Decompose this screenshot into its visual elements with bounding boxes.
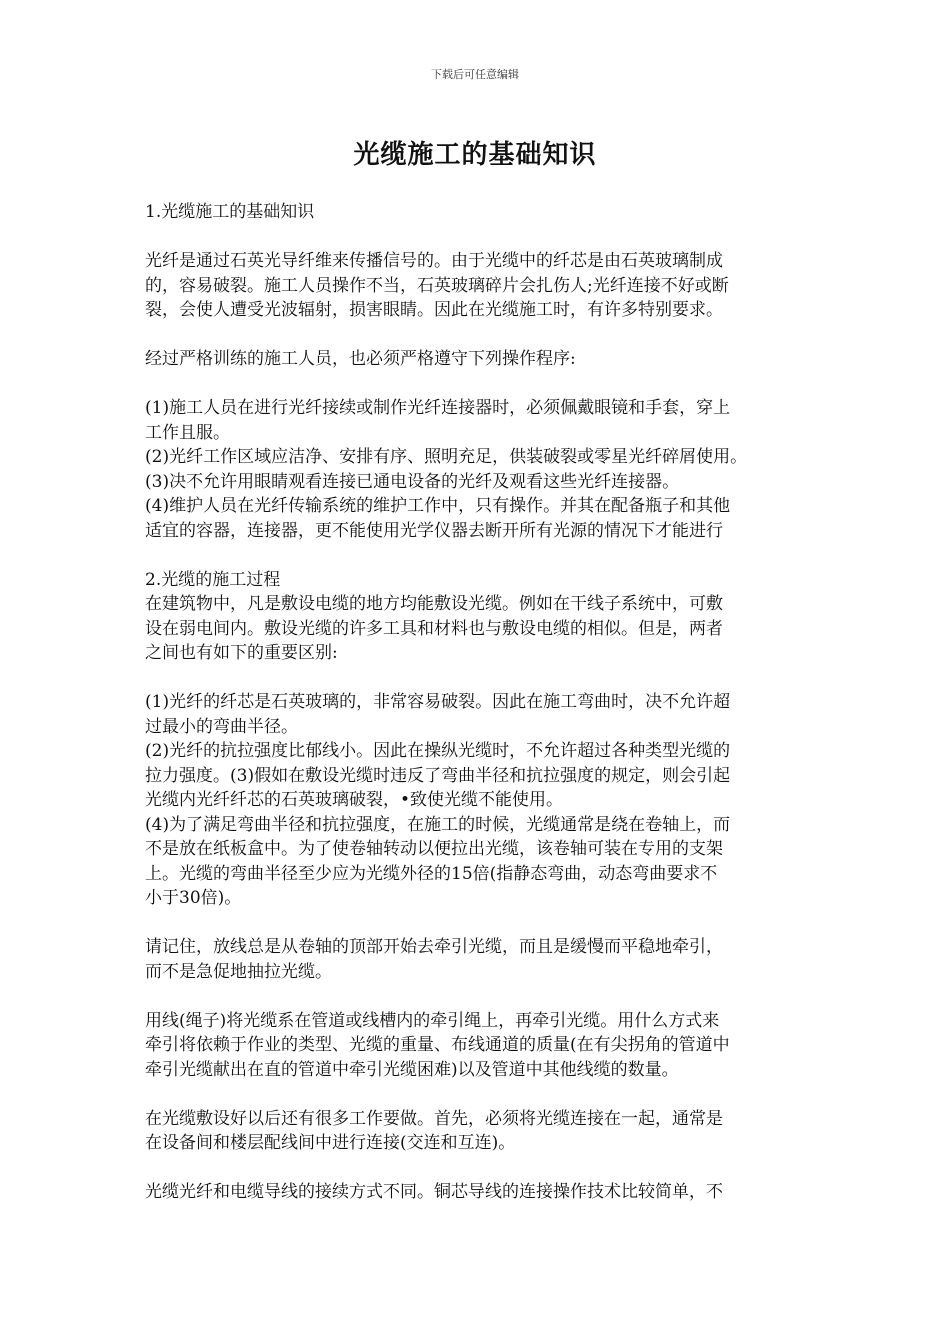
text-line: 光纤是通过石英光导纤维来传播信号的。由于光缆中的纤芯是由石英玻璃制成 <box>145 251 723 271</box>
text-line: (4)为了满足弯曲半径和抗拉强度，在施工的时候，光缆通常是绕在卷轴上，而 <box>145 814 731 835</box>
text-line: 适宜的容器，连接器，更不能使用光学仪器去断开所有光源的情况下才能进行 <box>145 520 723 541</box>
paragraph-gap <box>145 543 815 568</box>
text-line: 光缆光纤和电缆导线的接续方式不同。铜芯导线的连接操作技术比较简单，不 <box>145 1182 723 1202</box>
paragraph-gap <box>145 372 815 397</box>
text-line: 而不是急促地抽拉光缆。 <box>145 961 332 982</box>
text-line: 在建筑物中，凡是敷设电缆的地方均能敷设光缆。例如在干线子系统中，可敷 <box>145 594 723 614</box>
text-line: 在光缆敷设好以后还有很多工作要做。首先，必须将光缆连接在一起，通常是 <box>145 1108 723 1129</box>
text-line: 拉力强度。(3)假如在敷设光缆时违反了弯曲半径和抗拉强度的规定，则会引起 <box>145 765 731 786</box>
text-line: 光缆内光纤纤芯的石英玻璃破裂，•致使光缆不能使用。 <box>145 790 564 810</box>
paragraph-gap <box>145 984 815 1009</box>
paragraph-gap <box>145 666 815 691</box>
text-line: (4)维护人员在光纤传输系统的维护工作中，只有操作。并其在配备瓶子和其他 <box>145 496 731 516</box>
text-line: 经过严格训练的施工人员，也必须严格遵守下列操作程序: <box>145 349 576 369</box>
text-line: 裂，会使人遭受光波辐射，损害眼睛。因此在光缆施工时，有许多特别要求。 <box>145 300 723 320</box>
header-note: 下载后可任意编辑 <box>431 68 519 81</box>
document-body <box>145 200 815 1205</box>
paragraph-gap <box>145 323 815 348</box>
page-title: 光缆施工的基础知识 <box>353 140 597 170</box>
text-line: 设在弱电间内。敷设光缆的许多工具和材料也与敷设电缆的相似。但是，两者 <box>145 618 723 639</box>
paragraph-gap <box>145 225 815 250</box>
text-line: 小于30倍)。 <box>145 888 242 908</box>
text-line: 之间也有如下的重要区别: <box>145 643 338 663</box>
text-line: (2)光纤工作区域应洁净、安排有序、照明充足，供装破裂或零星光纤碎屑使用。 <box>145 447 748 467</box>
text-line: (3)决不允许用眼睛观看连接已通电设备的光纤及观看这些光纤连接器。 <box>145 471 680 492</box>
paragraph-gap <box>145 1156 815 1181</box>
text-line: (1)光纤的纤芯是石英玻璃的，非常容易破裂。因此在施工弯曲时，决不允许超 <box>145 692 731 712</box>
text-line: 用线(绳子)将光缆系在管道或线槽内的牵引绳上，再牵引光缆。用什么方式来 <box>145 1010 720 1031</box>
paragraph-gap <box>145 911 815 936</box>
text-line: 过最小的弯曲半径。 <box>145 716 298 737</box>
text-line: 牵引光缆献出在直的管道中牵引光缆困难)以及管道中其他线缆的数量。 <box>145 1059 679 1080</box>
text-line: 在设备间和楼层配线间中进行连接(交连和互连)。 <box>145 1133 516 1153</box>
text-line: (1)施工人员在进行光纤接续或制作光纤连接器时，必须佩戴眼镜和手套，穿上 <box>145 398 731 418</box>
text-line: 上。光缆的弯曲半径至少应为光缆外径的15倍(指静态弯曲，动态弯曲要求不 <box>145 863 718 884</box>
text-line: 牵引将依赖于作业的类型、光缆的重量、布线通道的质量(在有尖拐角的管道中 <box>145 1035 730 1055</box>
paragraph-gap <box>145 1082 815 1107</box>
text-line: 不是放在纸板盒中。为了使卷轴转动以便拉出光缆，该卷轴可装在专用的支架 <box>145 839 723 859</box>
text-line: 请记住，放线总是从卷轴的顶部开始去牵引光缆，而且是缓慢而平稳地牵引， <box>145 937 723 957</box>
text-line: 的，容易破裂。施工人员操作不当，石英玻璃碎片会扎伤人;光纤连接不好或断 <box>145 275 729 296</box>
text-line: 2.光缆的施工过程 <box>145 569 281 590</box>
text-line: 工作且服。 <box>145 422 230 443</box>
text-line: (2)光纤的抗拉强度比郁线小。因此在操纵光缆时，不允许超过各种类型光缆的 <box>145 741 731 761</box>
text-line: 1.光缆施工的基础知识 <box>145 202 315 222</box>
